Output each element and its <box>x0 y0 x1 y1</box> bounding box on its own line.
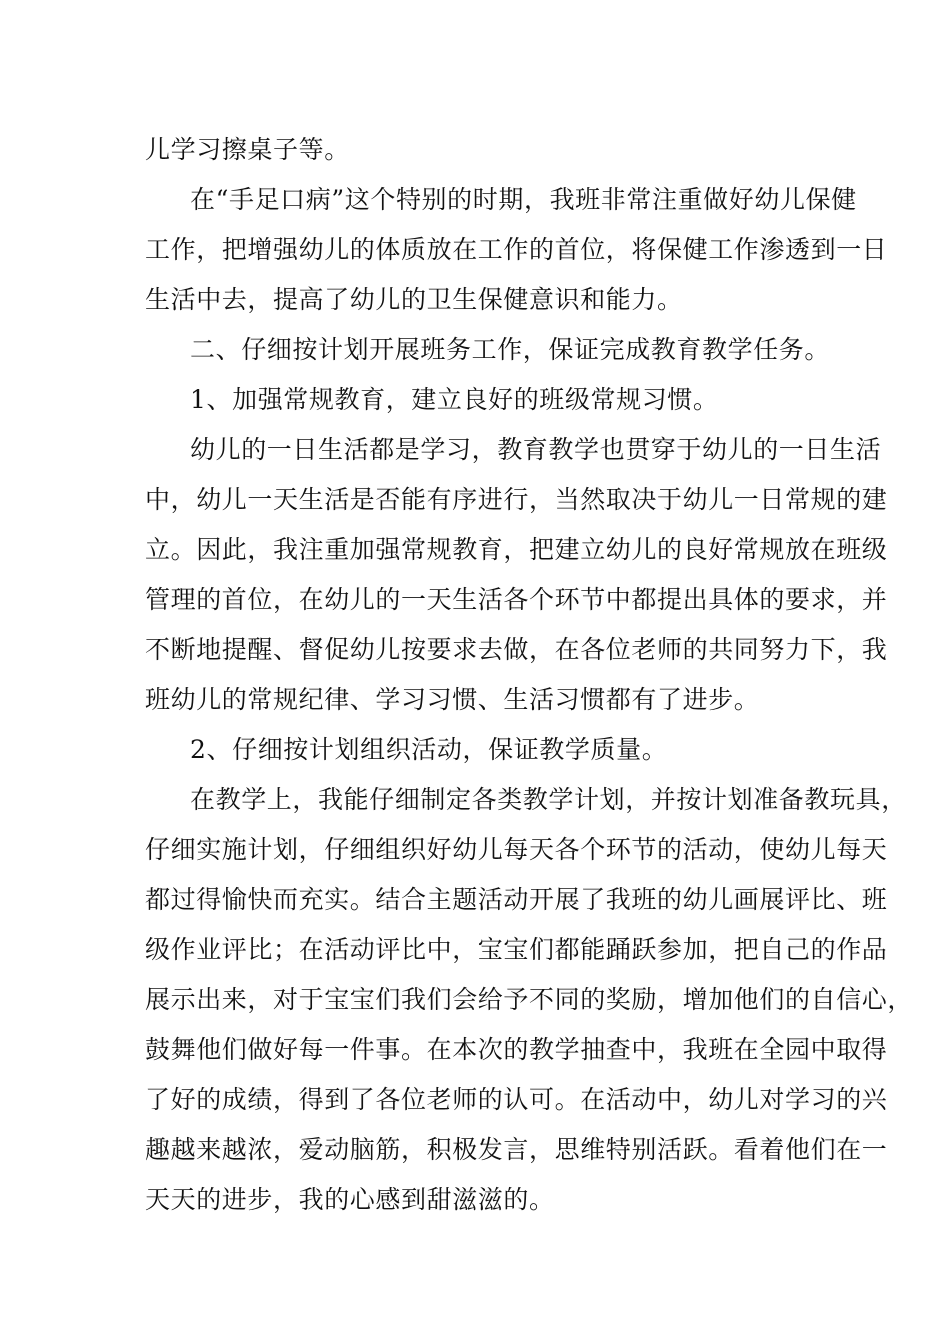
text-line: 展示出来，对于宝宝们我们会给予不同的奖励，增加他们的自信心， <box>145 985 914 1014</box>
text-line: 仔细实施计划，仔细组织好幼儿每天各个环节的活动，使幼儿每天 <box>145 835 888 864</box>
subsection-heading: 1、加强常规教育，建立良好的班级常规习惯。 <box>190 385 719 414</box>
text-line: 生活中去，提高了幼儿的卫生保健意识和能力。 <box>145 285 683 314</box>
text-line: 中，幼儿一天生活是否能有序进行，当然取决于幼儿一日常规的建 <box>145 485 888 514</box>
text-line: 级作业评比；在活动评比中，宝宝们都能踊跃参加，把自己的作品 <box>145 935 888 964</box>
text-line: 不断地提醒、督促幼儿按要求去做，在各位老师的共同努力下，我 <box>145 635 888 664</box>
paragraph-first-line: 幼儿的一日生活都是学习，教育教学也贯穿于幼儿的一日生活 <box>190 435 882 464</box>
text-line: 趣越来越浓，爱动脑筋，积极发言，思维特别活跃。看着他们在一 <box>145 1135 888 1164</box>
text-line: 班幼儿的常规纪律、学习习惯、生活习惯都有了进步。 <box>145 685 760 714</box>
text-line: 鼓舞他们做好每一件事。在本次的教学抽查中，我班在全园中取得 <box>145 1035 888 1064</box>
paragraph-first-line: 在教学上，我能仔细制定各类教学计划，并按计划准备教玩具， <box>190 785 907 814</box>
text-line: 儿学习擦桌子等。 <box>145 135 350 164</box>
text-line: 工作，把增强幼儿的体质放在工作的首位，将保健工作渗透到一日 <box>145 235 888 264</box>
text-line: 立。因此，我注重加强常规教育，把建立幼儿的良好常规放在班级 <box>145 535 888 564</box>
text-line: 天天的进步，我的心感到甜滋滋的。 <box>145 1185 555 1214</box>
text-line: 了好的成绩，得到了各位老师的认可。在活动中，幼儿对学习的兴 <box>145 1085 888 1114</box>
paragraph-first-line: 在“手足口病”这个特别的时期，我班非常注重做好幼儿保健 <box>190 185 857 214</box>
text-line: 都过得愉快而充实。结合主题活动开展了我班的幼儿画展评比、班 <box>145 885 888 914</box>
subsection-heading: 2、仔细按计划组织活动，保证教学质量。 <box>190 735 668 764</box>
section-heading: 二、仔细按计划开展班务工作，保证完成教育教学任务。 <box>190 335 831 364</box>
text-line: 管理的首位，在幼儿的一天生活各个环节中都提出具体的要求，并 <box>145 585 888 614</box>
